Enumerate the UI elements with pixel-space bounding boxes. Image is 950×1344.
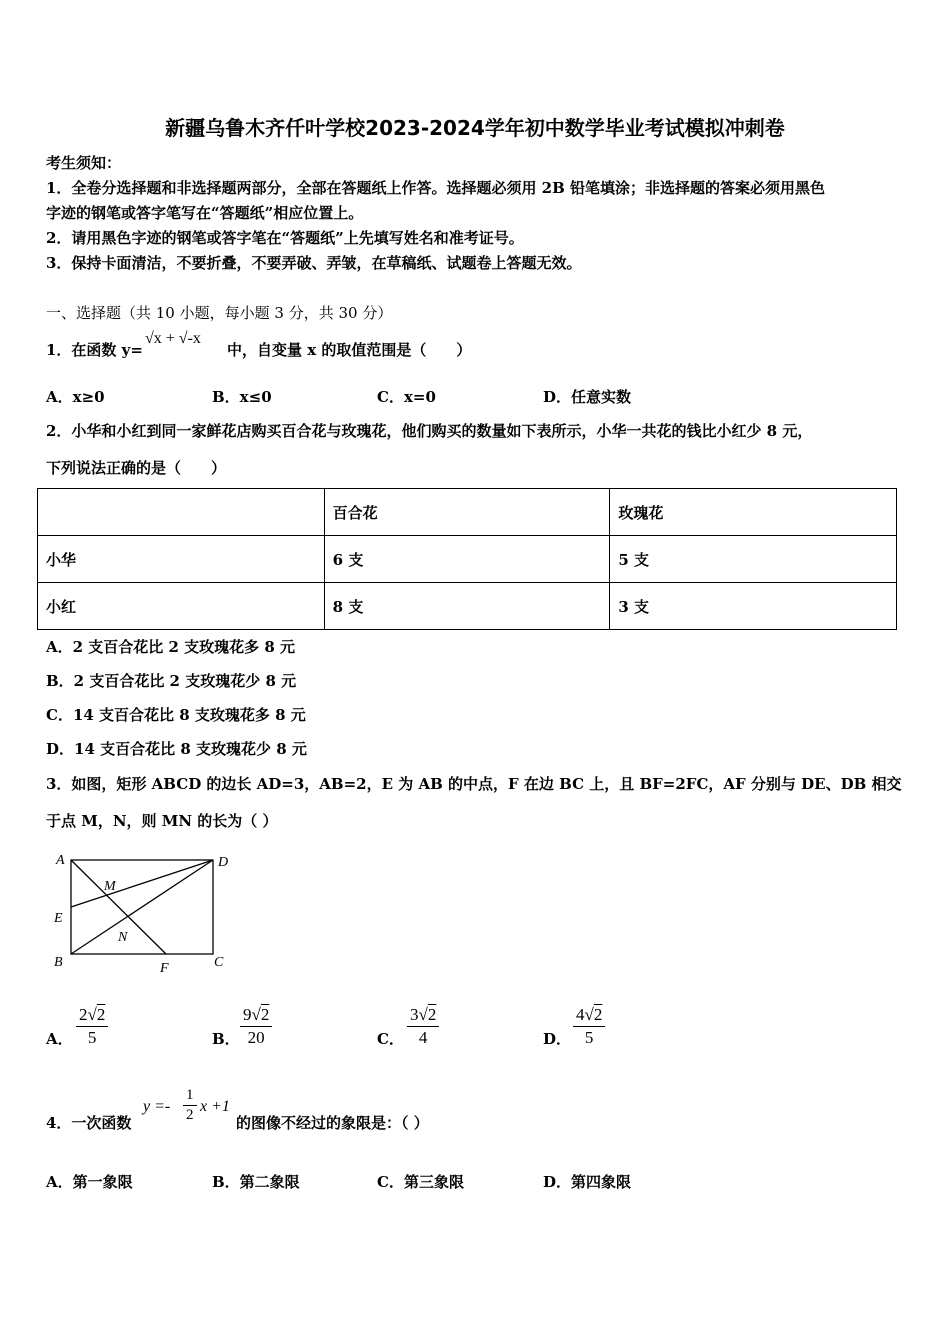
frac-den: 20 bbox=[247, 1028, 265, 1047]
frac-coef: 9 bbox=[243, 1005, 252, 1024]
notice-line-1a: 1．全卷分选择题和非选择题两部分，全部在答题纸上作答。选择题必须用 2B 铅笔填涂；非选择题的答案必须用黑色 bbox=[46, 179, 826, 197]
q3-option-a-letter: A． bbox=[46, 1030, 73, 1048]
q2-option-c: C．14 支百合花比 8 支玫瑰花多 8 元 bbox=[46, 706, 306, 724]
frac-num: 1 bbox=[183, 1086, 197, 1106]
label-d: D bbox=[218, 855, 229, 870]
segment-ed bbox=[71, 860, 213, 907]
notice-line-3: 3．保持卡面清洁，不要折叠，不要弄破、弄皱，在草稿纸、试题卷上答题无效。 bbox=[46, 254, 582, 272]
q3-option-d-letter: D． bbox=[543, 1030, 572, 1048]
q2-line-1: 2．小华和小红到同一家鲜花店购买百合花与玫瑰花，他们购买的数量如下表所示，小华一共花的钱比小红少 8 元， bbox=[46, 422, 813, 440]
frac-radicand: 2 bbox=[260, 1005, 270, 1024]
q1-option-a: A．x≥0 bbox=[46, 388, 105, 406]
q2-option-a: A．2 支百合花比 2 支玫瑰花多 8 元 bbox=[46, 638, 296, 656]
table-cell bbox=[38, 489, 325, 536]
label-f: F bbox=[160, 961, 169, 976]
q1-prefix: 1．在函数 y= bbox=[46, 341, 143, 359]
q2-option-b: B．2 支百合花比 2 支玫瑰花少 8 元 bbox=[46, 672, 297, 690]
table-cell: 5 支 bbox=[610, 536, 897, 583]
q3-line-2: 于点 M，N，则 MN 的长为（ ） bbox=[46, 812, 278, 830]
q3-option-b-letter: B． bbox=[212, 1030, 240, 1048]
q2-line-2: 下列说法正确的是（ ） bbox=[46, 459, 227, 477]
q1-option-d: D．任意实数 bbox=[543, 388, 632, 406]
frac-radicand: 2 bbox=[427, 1005, 437, 1024]
q4-eq-lhs: y =- bbox=[143, 1098, 171, 1115]
frac-coef: 2 bbox=[79, 1005, 88, 1024]
label-a: A bbox=[56, 853, 65, 868]
table-cell: 百合花 bbox=[324, 489, 610, 536]
q3-option-c-letter: C． bbox=[377, 1030, 404, 1048]
q3-line-1: 3．如图，矩形 ABCD 的边长 AD=3，AB=2，E 为 AB 的中点，F 在边 BC 上，且 BF=2FC，AF 分别与 DE、DB 相交 bbox=[46, 775, 902, 793]
label-m: M bbox=[104, 879, 116, 894]
q1-option-b: B．x≤0 bbox=[212, 388, 272, 406]
page-title: 新疆乌鲁木齐仟叶学校2023-2024学年初中数学毕业考试模拟冲刺卷 bbox=[165, 116, 785, 140]
section-heading: 一、选择题（共 10 小题，每小题 3 分，共 30 分） bbox=[46, 304, 393, 322]
table-cell: 3 支 bbox=[610, 583, 897, 630]
table-cell: 8 支 bbox=[324, 583, 610, 630]
frac-radicand: 2 bbox=[593, 1005, 603, 1024]
notice-heading: 考生须知： bbox=[46, 154, 122, 172]
label-e: E bbox=[54, 911, 63, 926]
frac-den: 4 bbox=[418, 1028, 428, 1047]
q4-option-d: D．第四象限 bbox=[543, 1173, 632, 1191]
table-cell: 小红 bbox=[38, 583, 325, 630]
q4-option-b: B．第二象限 bbox=[212, 1173, 300, 1191]
label-c: C bbox=[214, 955, 224, 970]
q1-suffix: 中，自变量 x 的取值范围是（ ） bbox=[227, 341, 472, 359]
notice-line-2: 2．请用黑色字迹的钢笔或答字笔在“答题纸”上先填写姓名和准考证号。 bbox=[46, 229, 524, 247]
q3-option-c-fraction: $\frac{3√2}{4}$ bbox=[407, 1004, 439, 1049]
q2-option-d: D．14 支百合花比 8 支玫瑰花少 8 元 bbox=[46, 740, 307, 758]
table-row bbox=[38, 583, 897, 630]
q4-eq-fraction bbox=[183, 1086, 197, 1125]
notice-line-1b: 字迹的钢笔或答字笔写在“答题纸”相应位置上。 bbox=[46, 204, 364, 222]
frac-coef: 3 bbox=[410, 1005, 419, 1024]
q1-formula bbox=[145, 330, 201, 348]
q4-option-c: C．第三象限 bbox=[377, 1173, 464, 1191]
table-row bbox=[38, 536, 897, 583]
frac-den: 5 bbox=[584, 1028, 594, 1047]
frac-coef: 4 bbox=[576, 1005, 585, 1024]
q1-formula-text: √x + √-x bbox=[145, 330, 201, 347]
q4-eq-rhs: x +1 bbox=[200, 1098, 230, 1115]
frac-radicand: 2 bbox=[96, 1005, 106, 1024]
table-cell: 小华 bbox=[38, 536, 325, 583]
label-n: N bbox=[118, 930, 128, 945]
table-cell: 6 支 bbox=[324, 536, 610, 583]
frac-den: 2 bbox=[186, 1107, 194, 1123]
table-header-row bbox=[38, 489, 897, 536]
q1-option-c: C．x=0 bbox=[377, 388, 436, 406]
table-cell: 玫瑰花 bbox=[610, 489, 897, 536]
q4-option-a: A．第一象限 bbox=[46, 1173, 133, 1191]
q4-prefix: 4．一次函数 bbox=[46, 1114, 132, 1132]
q3-option-a-fraction: $\frac{2√2}{5}$ bbox=[76, 1004, 108, 1049]
flower-table bbox=[37, 488, 897, 630]
frac-den: 5 bbox=[87, 1028, 97, 1047]
q4-suffix: 的图像不经过的象限是：（ ） bbox=[236, 1114, 429, 1132]
segment-bd bbox=[71, 860, 213, 954]
rectangle-figure bbox=[48, 848, 238, 978]
q3-option-d-fraction: $\frac{4√2}{5}$ bbox=[573, 1004, 605, 1049]
label-b: B bbox=[54, 955, 63, 970]
q3-option-b-fraction: $\frac{9√2}{20}$ bbox=[240, 1004, 272, 1049]
